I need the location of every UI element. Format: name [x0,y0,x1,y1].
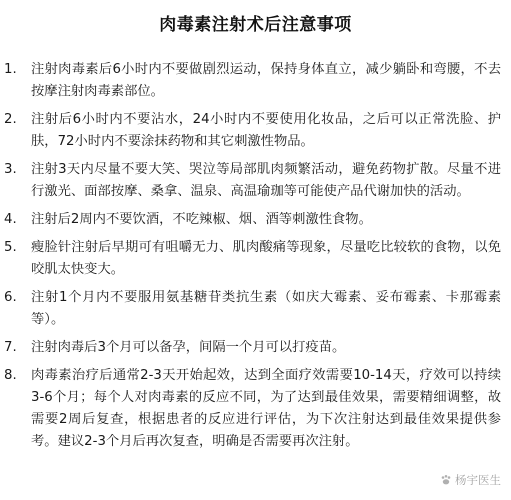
list-item [0,287,511,331]
item-number: 7. [4,340,17,355]
list-item [0,159,511,203]
paw-icon [440,474,452,486]
list-item [0,59,511,103]
item-number: 8. [4,368,17,383]
watermark [440,472,501,488]
item-number: 3. [4,162,17,177]
page-title: 肉毒素注射术后注意事项 [159,15,352,35]
item-text: 注射后2周内不要饮酒，不吃辣椒、烟、酒等刺激性食物。 [31,212,372,227]
item-text: 注射后6小时内不要沾水，24小时内不要使用化妆品，之后可以正常洗脸、护肤，72小时内不要涂抹药物和其它刺激性物品。 [31,112,501,149]
precautions-list [0,59,511,459]
list-item [0,337,511,359]
item-text: 注射肉毒素后6小时内不要做剧烈运动，保持身体直立，减少躺卧和弯腰，不去按摩注射肉毒素部位。 [31,62,501,99]
item-number: 1. [4,62,17,77]
item-number: 6. [4,290,17,305]
list-item [0,237,511,281]
item-number: 5. [4,240,17,255]
watermark-text: 杨宇医生 [455,473,501,487]
list-item [0,365,511,453]
item-number: 4. [4,212,17,227]
list-item [0,109,511,153]
item-number: 2. [4,112,17,127]
item-text: 肉毒素治疗后通常2-3天开始起效，达到全面疗效需要10-14天，疗效可以持续3-6个月；每个人对肉毒素的反应不同，为了达到最佳效果，需要精细调整，故需要2周后复查，根据患者的反应进行评估，为下次注射达到最佳效果提供参考。建议2-3个月后再次复查，明确是否需要再次注射。 [31,368,501,449]
item-text: 注射3天内尽量不要大笑、哭泣等局部肌肉频繁活动，避免药物扩散。尽量不进行激光、面部按摩、桑拿、温泉、高温瑜珈等可能使产品代谢加快的活动。 [31,162,501,199]
item-text: 注射1个月内不要服用氨基糖苷类抗生素（如庆大霉素、妥布霉素、卡那霉素等）。 [31,290,501,327]
list-item [0,209,511,231]
item-text: 注射肉毒后3个月可以备孕，间隔一个月可以打疫苗。 [31,340,346,355]
item-text: 瘦脸针注射后早期可有咀嚼无力、肌肉酸痛等现象，尽量吃比较软的食物，以免咬肌太快变大。 [31,240,501,277]
